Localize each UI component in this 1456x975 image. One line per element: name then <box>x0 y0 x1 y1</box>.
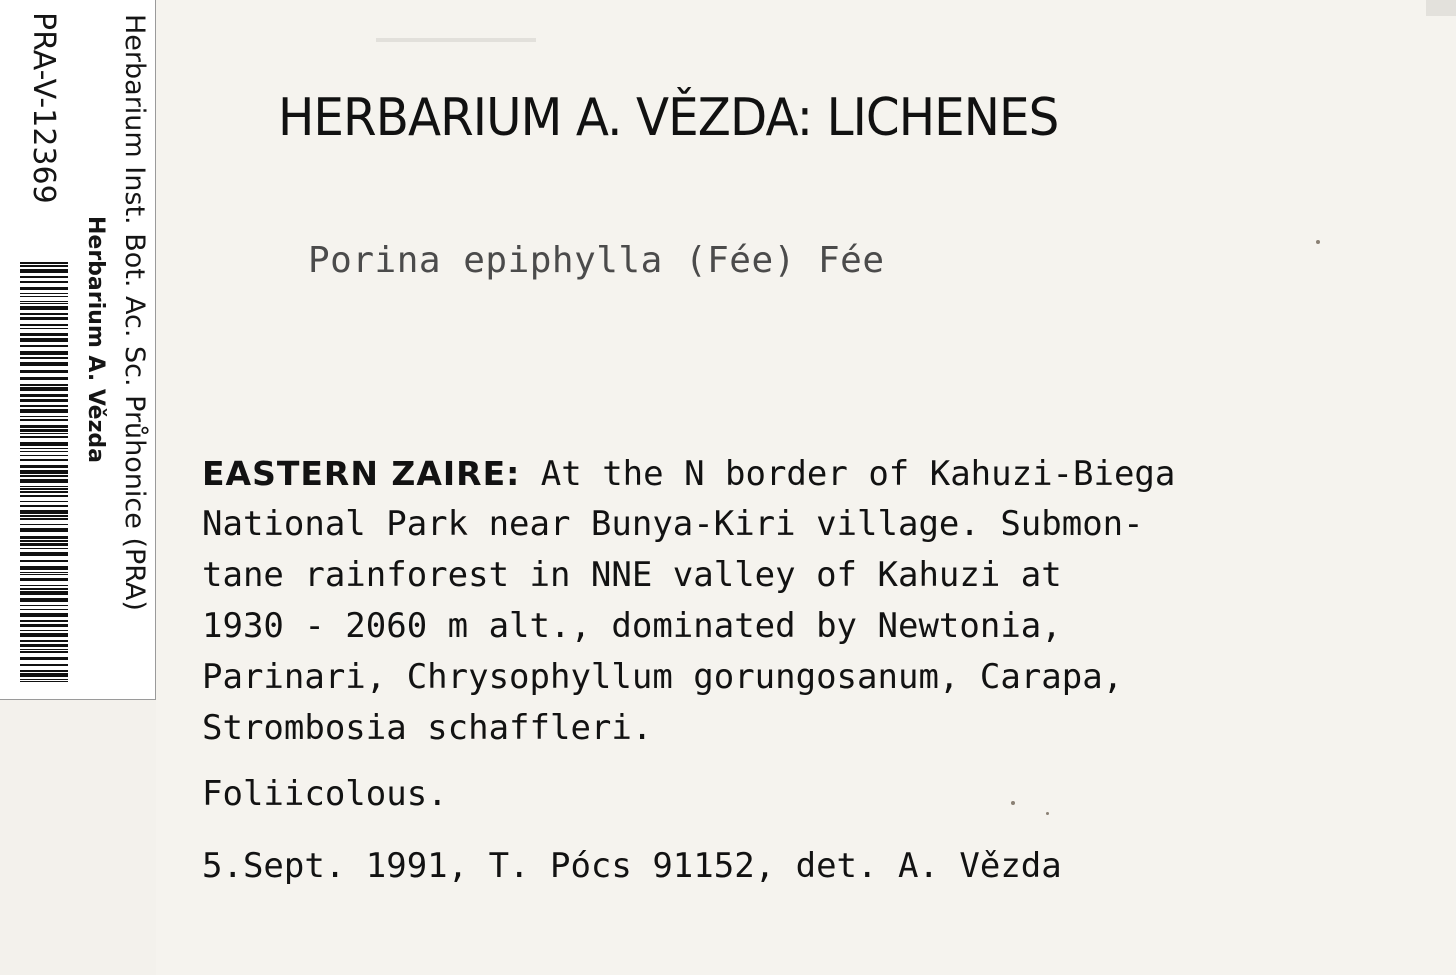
barcode-bar <box>20 405 68 407</box>
barcode-bar <box>20 609 68 610</box>
barcode-bar <box>20 287 68 290</box>
barcode-bar <box>20 333 68 336</box>
paper-speck <box>1316 240 1320 244</box>
barcode-bar <box>20 515 68 517</box>
barcode-bar <box>20 491 68 493</box>
locality-line: 1930 - 2060 m alt., dominated by Newtonia, <box>202 606 1062 646</box>
barcode-bar <box>20 357 68 359</box>
herbarium-name: Herbarium A. Vězda <box>83 216 108 464</box>
barcode-bar <box>20 651 68 653</box>
paper-corner <box>1426 0 1456 16</box>
barcode-bar <box>20 433 68 434</box>
barcode-bar <box>20 681 68 682</box>
barcode-bar <box>20 377 68 380</box>
barcode-bar <box>20 510 68 514</box>
barcode-bar <box>20 442 68 446</box>
barcode-bar <box>20 501 68 502</box>
barcode-bar <box>20 578 68 581</box>
barcode-bar <box>20 624 68 627</box>
barcode-bar <box>20 313 68 315</box>
species-name: Porina epiphylla (Fée) Fée <box>308 240 885 281</box>
barcode-bar <box>20 262 68 264</box>
locality-text <box>202 448 1402 754</box>
barcode-bar <box>20 548 68 549</box>
institution-name: Herbarium Inst. Bot. Ac. Sc. Průhonice (PRA) <box>119 14 150 611</box>
barcode-bar <box>20 448 68 449</box>
region-name: EASTERN ZAIRE: <box>202 454 521 493</box>
barcode-bar <box>20 572 68 573</box>
barcode-bar <box>20 399 68 402</box>
locality-line-text: At the N border of Kahuzi-Biega <box>520 454 1176 494</box>
barcode-bar <box>20 664 68 666</box>
barcode-bar <box>20 324 68 326</box>
barcode-bar <box>20 633 68 637</box>
barcode-bar <box>20 419 68 421</box>
barcode-bar <box>20 317 68 320</box>
barcode-bar <box>20 495 68 497</box>
barcode-bar <box>20 566 68 570</box>
barcode-bar <box>20 528 68 532</box>
barcode-bar <box>20 657 68 660</box>
barcode-bar <box>20 605 68 606</box>
barcode-bar <box>20 345 68 347</box>
specimen-label <box>156 0 1456 975</box>
barcode-bar <box>20 409 68 413</box>
barcode-bar <box>20 560 68 562</box>
barcode-bar <box>20 486 68 487</box>
barcode-bar <box>20 459 68 461</box>
locality-line: National Park near Bunya-Kiri village. Submon- <box>202 504 1144 544</box>
barcode-bar <box>20 362 68 366</box>
barcode-bar <box>20 598 68 602</box>
barcode-bar <box>20 296 68 297</box>
barcode-bar <box>20 470 68 474</box>
locality-line: Strombosia schaffleri. <box>202 708 653 748</box>
paper-mark <box>376 38 536 42</box>
barcode-bar <box>20 524 68 525</box>
collection-info: 5.Sept. 1991, T. Pócs 91152, det. A. Vězda <box>202 846 1062 886</box>
barcode-bar <box>20 436 68 438</box>
barcode-bar <box>20 649 68 650</box>
barcode-bar <box>20 540 68 542</box>
barcode-bar <box>20 640 68 642</box>
barcode-bar <box>20 505 68 507</box>
label-header: HERBARIUM A. VĚZDA: LICHENES <box>278 88 1059 148</box>
barcode-bar <box>20 613 68 617</box>
barcode-bar <box>20 451 68 452</box>
barcode-bar <box>20 306 68 310</box>
barcode-bar <box>20 351 68 355</box>
locality-line <box>202 448 1402 499</box>
barcode-bar <box>20 281 68 283</box>
barcode-bar <box>20 384 68 386</box>
barcode-bar <box>20 416 68 417</box>
barcode-bar <box>20 591 68 595</box>
locality-line: Parinari, Chrysophyllum gorungosanum, Carapa, <box>202 657 1124 697</box>
habit-text: Foliicolous. <box>202 774 448 814</box>
barcode-bar <box>20 673 68 677</box>
paper-speck <box>1046 812 1049 815</box>
barcode-bar <box>20 425 68 428</box>
barcode-bar <box>20 552 68 556</box>
barcode-bar <box>20 588 68 590</box>
barcode-bar <box>20 276 68 278</box>
barcode-bar <box>20 488 68 490</box>
barcode-bar <box>20 387 68 391</box>
locality-line: tane rainforest in NNE valley of Kahuzi at <box>202 555 1062 595</box>
barcode-bar <box>20 455 68 456</box>
barcode-bar <box>20 338 68 342</box>
barcode-bar <box>20 465 68 468</box>
barcode-bar <box>20 370 68 373</box>
barcode-bar <box>20 429 68 432</box>
barcode-bar <box>20 479 68 483</box>
barcode-bar <box>20 574 68 575</box>
barcode-bar <box>20 644 68 647</box>
barcode-icon <box>20 262 68 682</box>
barcode-bar <box>20 394 68 397</box>
barcode-strip: PRA-V-12369 Herbarium A. Vězda Herbarium Inst. Bot. Ac. Sc. Průhonice (PRA) <box>0 0 156 700</box>
barcode-bar <box>20 518 68 520</box>
barcode-bar <box>20 585 68 586</box>
barcode-bar <box>20 303 68 304</box>
barcode-bar <box>20 269 68 273</box>
barcode-bar <box>20 670 68 672</box>
barcode-bar <box>20 630 68 631</box>
barcode-bar <box>20 301 68 302</box>
paper-speck <box>1011 801 1015 805</box>
barcode-bar <box>20 293 68 294</box>
barcode-bar <box>20 543 68 546</box>
barcode-bar <box>20 328 68 329</box>
barcode-bar <box>20 620 68 622</box>
barcode-bar <box>20 265 68 267</box>
barcode-bar <box>20 475 68 477</box>
barcode-bar <box>20 679 68 680</box>
barcode-bar <box>20 536 68 539</box>
